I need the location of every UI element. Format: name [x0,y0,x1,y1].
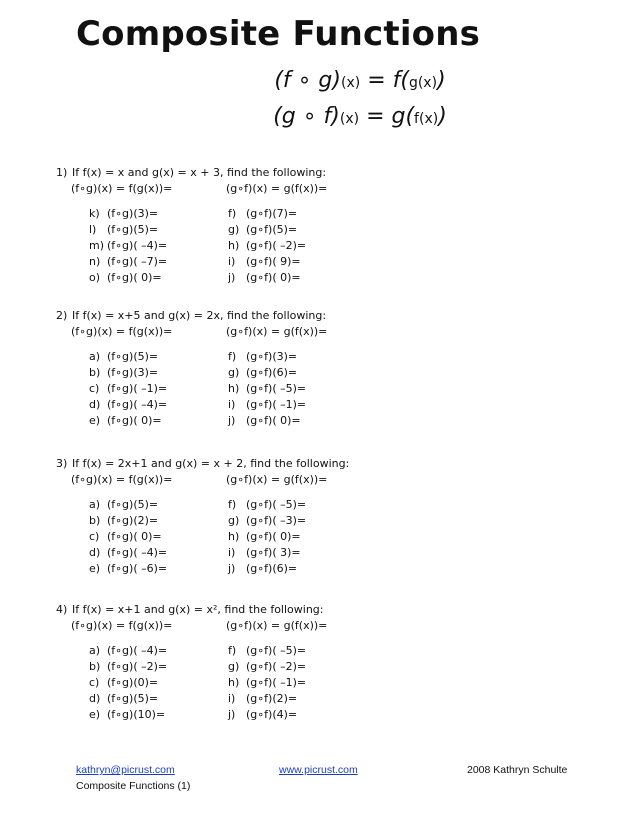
problem-number: 4) [56,603,68,616]
def-gof-x: (x) [339,111,360,127]
gof-items [228,349,306,429]
item-letter: f) [228,207,237,220]
item-letter: h) [228,530,240,543]
item-letter: d) [89,692,101,705]
exercise-item [89,497,167,513]
exercise-item [228,675,306,691]
item-expression: (g∘f)( 9)= [246,255,301,268]
exercise-item [228,561,306,577]
exercise-item [228,222,306,238]
item-expression: (g∘f)( –5)= [246,382,307,395]
item-expression: (g∘f)(7)= [246,207,298,220]
exercise-item [228,365,306,381]
exercise-item [89,691,167,707]
item-expression: (g∘f)(4)= [246,708,298,721]
fog-items [89,497,167,577]
exercise-item [228,413,306,429]
item-expression: (g∘f)( –5)= [246,498,307,511]
item-expression: (f∘g)( –1)= [107,382,168,395]
item-letter: a) [89,350,101,363]
exercise-item [89,270,167,286]
def-fog-lhs: (f ∘ g) [274,68,341,93]
item-letter: c) [89,530,100,543]
exercise-item [89,659,167,675]
item-letter: f) [228,350,237,363]
item-letter: c) [89,676,100,689]
item-expression: (f∘g)( –2)= [107,660,168,673]
exercise-item [89,222,167,238]
exercise-item [228,254,306,270]
exercise-item [228,529,306,545]
item-expression: (g∘f)( –2)= [246,239,307,252]
item-expression: (g∘f)( 0)= [246,414,301,427]
problem-3 [56,457,616,575]
def-fog-eq: = f( [360,68,409,93]
item-letter: j) [228,708,236,721]
item-expression: (g∘f)(6)= [246,562,298,575]
item-letter: e) [89,414,101,427]
gof-items [228,643,306,723]
item-letter: l) [89,223,97,236]
item-letter: j) [228,414,236,427]
fog-items [89,206,167,286]
item-letter: b) [89,660,101,673]
item-expression: (g∘f)(2)= [246,692,298,705]
gof-header: (g∘f)(x) = g(f(x))= [226,619,328,632]
gof-header: (g∘f)(x) = g(f(x))= [226,473,328,486]
footer-website-link[interactable]: www.picrust.com [279,764,358,776]
exercise-item [89,707,167,723]
item-expression: (f∘g)( –6)= [107,562,168,575]
exercise-item [228,206,306,222]
problem-question: If f(x) = x and g(x) = x + 3, find the following: [72,166,327,179]
problem-4 [56,603,616,721]
exercise-item [89,413,167,429]
exercise-item [89,513,167,529]
item-letter: g) [228,223,240,236]
fog-header: (f∘g)(x) = f(g(x))= [71,619,173,632]
item-letter: h) [228,239,240,252]
item-expression: (g∘f)( –5)= [246,644,307,657]
exercise-item [228,513,306,529]
exercise-item [89,545,167,561]
item-expression: (f∘g)( 0)= [107,530,162,543]
item-letter: j) [228,271,236,284]
exercise-item [228,270,306,286]
item-letter: a) [89,498,101,511]
problem-headers [56,617,616,631]
gof-items [228,206,306,286]
item-letter: c) [89,382,100,395]
item-letter: h) [228,676,240,689]
problem-headers [56,471,616,485]
item-expression: (f∘g)( –4)= [107,398,168,411]
def-gof-eq: = g( [359,104,415,129]
exercise-item [89,349,167,365]
footer-copyright: 2008 Kathryn Schulte [467,764,568,776]
gof-header: (g∘f)(x) = g(f(x))= [226,182,328,195]
exercise-item [228,659,306,675]
definition-gof [40,104,640,129]
problem-headers [56,180,616,194]
problem-statement [56,603,616,617]
item-letter: e) [89,708,101,721]
problem-number: 2) [56,309,68,322]
item-letter: b) [89,366,101,379]
item-letter: f) [228,498,237,511]
exercise-item [89,561,167,577]
item-letter: o) [89,271,101,284]
footer-document-name: Composite Functions (1) [76,780,191,792]
item-expression: (f∘g)(5)= [107,350,159,363]
exercise-item [228,545,306,561]
fog-items [89,643,167,723]
def-gof-inner: f(x) [414,111,439,127]
item-expression: (g∘f)( –1)= [246,398,307,411]
footer-email-link[interactable]: kathryn@picrust.com [76,764,175,776]
item-letter: h) [228,382,240,395]
item-letter: b) [89,514,101,527]
exercise-item [89,397,167,413]
gof-items [228,497,306,577]
exercise-item [89,206,167,222]
item-letter: a) [89,644,101,657]
item-letter: n) [89,255,101,268]
exercise-item [89,238,167,254]
exercise-item [228,397,306,413]
item-letter: m) [89,239,105,252]
item-letter: i) [228,398,236,411]
item-expression: (g∘f)( –3)= [246,514,307,527]
problem-question: If f(x) = x+1 and g(x) = x², find the following: [72,603,324,616]
item-expression: (f∘g)( –4)= [107,644,168,657]
exercise-item [89,529,167,545]
gof-header: (g∘f)(x) = g(f(x))= [226,325,328,338]
exercise-item [89,675,167,691]
item-expression: (f∘g)(3)= [107,207,159,220]
fog-items [89,349,167,429]
def-fog-inner: g(x) [408,75,438,91]
exercise-item [228,381,306,397]
problem-1 [56,166,616,284]
item-expression: (f∘g)(5)= [107,692,159,705]
item-expression: (f∘g)( –4)= [107,546,168,559]
item-letter: f) [228,644,237,657]
item-letter: i) [228,692,236,705]
item-expression: (g∘f)( –1)= [246,676,307,689]
item-expression: (g∘f)(6)= [246,366,298,379]
exercise-item [228,349,306,365]
exercise-item [228,643,306,659]
exercise-item [89,254,167,270]
item-letter: g) [228,514,240,527]
item-letter: e) [89,562,101,575]
item-letter: k) [89,207,100,220]
exercise-item [89,381,167,397]
problem-question: If f(x) = 2x+1 and g(x) = x + 2, find the following: [72,457,350,470]
problem-statement [56,309,616,323]
problem-number: 1) [56,166,68,179]
item-expression: (f∘g)(5)= [107,223,159,236]
fog-header: (f∘g)(x) = f(g(x))= [71,325,173,338]
item-letter: i) [228,546,236,559]
item-expression: (g∘f)( 0)= [246,530,301,543]
item-letter: d) [89,546,101,559]
def-gof-close: ) [438,104,447,129]
item-expression: (g∘f)( –2)= [246,660,307,673]
exercise-item [89,365,167,381]
problem-statement [56,166,616,180]
problem-2 [56,309,616,427]
exercise-item [228,238,306,254]
item-expression: (f∘g)( –4)= [107,239,168,252]
problem-number: 3) [56,457,68,470]
item-expression: (g∘f)(3)= [246,350,298,363]
item-expression: (f∘g)( 0)= [107,271,162,284]
item-expression: (f∘g)(2)= [107,514,159,527]
problem-statement [56,457,616,471]
fog-header: (f∘g)(x) = f(g(x))= [71,473,173,486]
item-expression: (f∘g)(0)= [107,676,159,689]
item-letter: d) [89,398,101,411]
problem-headers [56,323,616,337]
def-gof-lhs: (g ∘ f) [273,104,340,129]
exercise-item [89,643,167,659]
definition-fog [40,68,640,93]
item-expression: (g∘f)( 0)= [246,271,301,284]
item-expression: (f∘g)(3)= [107,366,159,379]
item-expression: (f∘g)(5)= [107,498,159,511]
def-fog-close: ) [437,68,446,93]
exercise-item [228,691,306,707]
problem-question: If f(x) = x+5 and g(x) = 2x, find the following: [72,309,327,322]
item-expression: (g∘f)( 3)= [246,546,301,559]
item-expression: (g∘f)(5)= [246,223,298,236]
item-expression: (f∘g)( –7)= [107,255,168,268]
page-title: Composite Functions [76,14,481,54]
item-expression: (f∘g)( 0)= [107,414,162,427]
exercise-item [228,497,306,513]
item-letter: g) [228,366,240,379]
item-letter: j) [228,562,236,575]
exercise-item [228,707,306,723]
item-letter: i) [228,255,236,268]
item-letter: g) [228,660,240,673]
fog-header: (f∘g)(x) = f(g(x))= [71,182,173,195]
def-fog-x: (x) [340,75,361,91]
item-expression: (f∘g)(10)= [107,708,166,721]
